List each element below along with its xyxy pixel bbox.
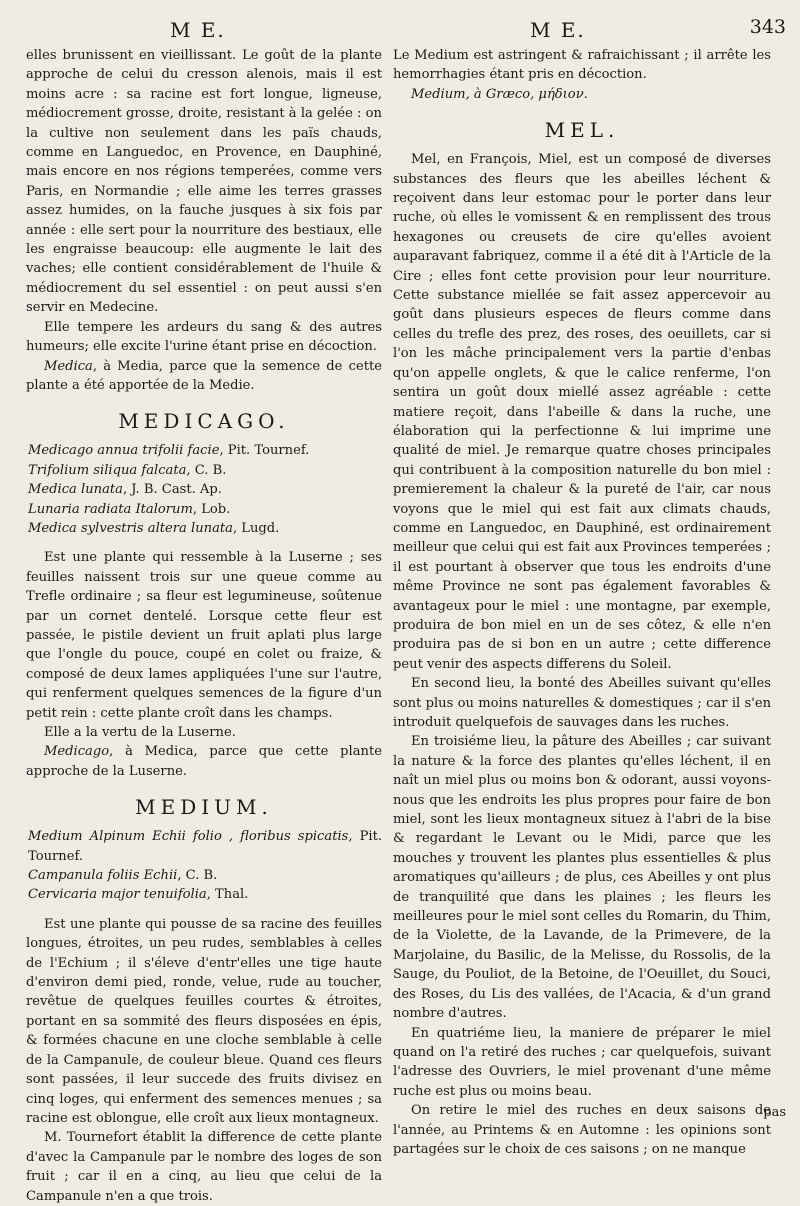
synonym-name: Medica lunata [28, 482, 123, 498]
synonym-entry [26, 480, 382, 499]
synonym-author: , Lugd. [232, 520, 280, 536]
paragraph-medium-tournefort: M. Tournefort établit la difference de cette plante d'avec la Campanule par le nombre des loges de son fruit ; car il en a cinq, au lieu que celui de la Campanule n'en a que trois. [26, 1130, 382, 1204]
synonym-author: , C. B. [177, 868, 218, 884]
etymology-term: Medica [44, 358, 93, 374]
synonym-name: Medium Alpinum Echii folio , floribus spicatis [28, 829, 349, 845]
etymology-term: Medicago [44, 744, 110, 760]
synonym-name: Trifolium siliqua falcata [28, 462, 187, 478]
synonym-entry [26, 461, 382, 480]
synonym-list-medicago [26, 441, 382, 538]
paragraph-medicago-etymology [26, 742, 382, 781]
synonym-entry [26, 866, 382, 885]
synonym-entry [26, 885, 382, 904]
right-column [393, 46, 771, 1157]
synonym-name: Campanula foliis Echii [28, 868, 178, 884]
left-column [26, 46, 383, 1204]
paragraph-medium-description: Est une plante qui pousse de sa racine des feuilles longues, étroites, un peu rudes, semblables à celles de l'Echium ; il s'éleve d'entr'elles une tige haute d'environ demi pied, ronde, velue, rude au toucher, revêtue de quelques feuilles courtes & étroites, portant en sa sommité des fleurs disposées en épis, & formées chacune en une cloche semblable à celle de la Campanule, de couleur bleue. Quand ces fleurs sont passées, il leur succede des fruits divisez en cinq loges, qui enferment des semences menues ; sa racine est oblongue, elle croît aux lieux montagneux. [26, 916, 382, 1126]
synonym-name: Medica sylvestris altera lunata [28, 520, 233, 536]
synonym-author: , Pit. Tournef. [219, 443, 310, 459]
paragraph-mel-2: En second lieu, la bonté des Abeilles suivant qu'elles sont plus ou moins naturelles & domestiques ; car il s'en introduit quelquefois de sauvages dans les ruches. [393, 676, 771, 730]
section-title-medicago: MEDICAGO. [118, 409, 290, 434]
synonym-list-medium [26, 827, 382, 905]
etymology-text: , à Media, parce que la semence de cette plante a été apportée de la Medie. [26, 358, 382, 393]
paragraph-medicago-description: Est une plante qui ressemble à la Luserne ; ses feuilles naissent trois sur une queue comme au Trefle ordinaire ; sa fleur est legumineuse, soûtenue par un cornet dentelé. Lorsque cette fleur est passée, le pistile devient un fruit aplati plus large que l'ongle du pouce, coupé en colet ou fraize, & composé de deux lames appliquées l'une sur l'autre, qui renferment quelques semences de la figure d'un petit rein : cette plante croît dans les champs. [26, 550, 382, 721]
synonym-author: , Thal. [206, 887, 249, 903]
etymology-text: , à Medica, parce que cette plante approche de la Luserne. [26, 744, 382, 779]
synonym-author: , Lob. [192, 501, 231, 517]
paragraph-mel-4: En quatriéme lieu, la maniere de préparer le miel quand on l'a retiré des ruches ; car quelquefois, suivant l'adresse des Ouvriers, le miel provenant d'une même ruche est plus ou moins beau. [393, 1025, 771, 1099]
synonym-entry [26, 441, 382, 460]
synonym-author: , J. B. Cast. Ap. [122, 482, 222, 498]
synonym-entry [26, 827, 382, 866]
synonym-author: , C. B. [186, 462, 227, 478]
synonym-entry [26, 500, 382, 519]
synonym-name: Cervicaria major tenuifolia [28, 887, 207, 903]
catchword: pas [763, 1105, 786, 1120]
running-head [0, 14, 800, 48]
paragraph-medica-etymology [26, 357, 382, 396]
paragraph-medium-astringent: Le Medium est astringent & rafraichissant ; il arrête les hemorrhagies étant pris en décoction. [393, 48, 771, 83]
paragraph-tempere: Elle tempere les ardeurs du sang & des autres humeurs; elle excite l'urine étant prise en décoction. [26, 319, 382, 355]
paragraph-medium-etymology: Medium, à Græco, μήδιον. [411, 86, 588, 102]
paragraph-medicago-sativa-continued: elles brunissent en vieillissant. Le goût de la plante approche de celui du cresson alenois, mais il est moins acre : sa racine est fort longue, ligneuse, médiocrement grosse, droite, resistant à la gelée : on la cultive non seulement dans les païs chauds, comme en Languedoc, en Provence, en Dauphiné, mais encore en nos régions temperées, comme vers Paris, en Normandie ; elle aime les terres grasses assez humides, on la fauche jusques à six fois par année : elle sert pour la nourriture des bestiaux, elle les engraisse beaucoup: elle augmente le lait des vaches; elle contient considérablement de l'huile & médiocrement du sel essentiel : on peut aussi s'en servir en Medecine. [26, 48, 382, 316]
paragraph-mel-5: On retire le miel des ruches en deux saisons de l'année, au Printems & en Automne : les opinions sont partagées sur le choix de ces saisons ; on ne manque [393, 1103, 771, 1157]
running-head-right: M E. [530, 18, 586, 42]
paragraph-mel-1: Mel, en François, Miel, est un composé de diverses substances des fleurs que les abeilles léchent & reçoivent dans leur estomac pour le porter dans leur ruche, où elles le vomissent & en remplissent des trous hexagones ou creusets de cire qu'elles avoient auparavant fabriquez, comme il a été dit à l'Article de la Cire ; elles font cette provision pour leur nourriture. Cette substance miellée se fait assez appercevoir au goût dans plusieurs especes de fleurs comme dans celles du trefle des prez, des roses, des oeuillets, car si l'on les mâche principalement vers la partie d'enbas qu'on appelle onglets, & que le calice renferme, l'on sentira un goût doux miellé assez agréable : cette matiere reçoit, dans l'abeille & dans la ruche, une élaboration qui la perfectionne & lui imprime une qualité de miel. Je remarque quatre choses principales qui contribuent à la composition naturelle du bon miel : premierement la chaleur & la pureté de l'air, car nous voyons que le miel qui est fait aux climats chauds, comme en Languedoc, en Dauphiné, est ordinairement meilleur que celui qui est fait aux Provinces temperées ; il est pourtant à observer que tous les endroits d'une même Province ne sont pas également favorables & avantageux pour le miel : une montagne, par exemple, produira de bon miel en un de ses côtez, & elle n'en produira pas de si bon en un autre ; cette difference peut venir des aspects differens du Soleil. [393, 152, 771, 672]
synonym-entry [26, 519, 382, 538]
section-title-mel: MEL. [544, 118, 620, 143]
section-title-medium: MEDIUM. [135, 795, 273, 820]
synonym-author: , Pit. Tournef. [28, 829, 383, 864]
running-head-left: M E. [170, 18, 226, 42]
synonym-name: Lunaria radiata Italorum [28, 501, 193, 517]
paragraph-mel-3: En troisiéme lieu, la pâture des Abeilles ; car suivant la nature & la force des plantes qu'elles léchent, il en naît un miel plus ou moins bon & odorant, aussi voyons-nous que les endroits les plus propres pour faire de bon miel, sont les lieux montagneux situez à l'abri de la bise & regardant le Levant ou le Midi, parce que les mouches y trouvent les plantes plus essentielles & plus aromatiques qu'ailleurs ; de plus, ces Abeilles y ont plus de tranquilité que dans les plaines ; les fleurs les meilleures pour le miel sont celles du Romarin, du Thim, de la Violette, de la Lavande, de la Primevere, de la Marjolaine, du Basilic, de la Melisse, du Rossolis, de la Sauge, du Pouliot, de la Betoine, de l'Oeuillet, du Souci, des Roses, du Lis des vallées, de l'Acacia, & d'un grand nombre d'autres. [393, 734, 771, 1022]
page-number: 343 [749, 16, 786, 38]
paragraph-medicago-vertu: Elle a la vertu de la Luserne. [44, 725, 236, 740]
synonym-name: Medicago annua trifolii facie [28, 443, 220, 459]
